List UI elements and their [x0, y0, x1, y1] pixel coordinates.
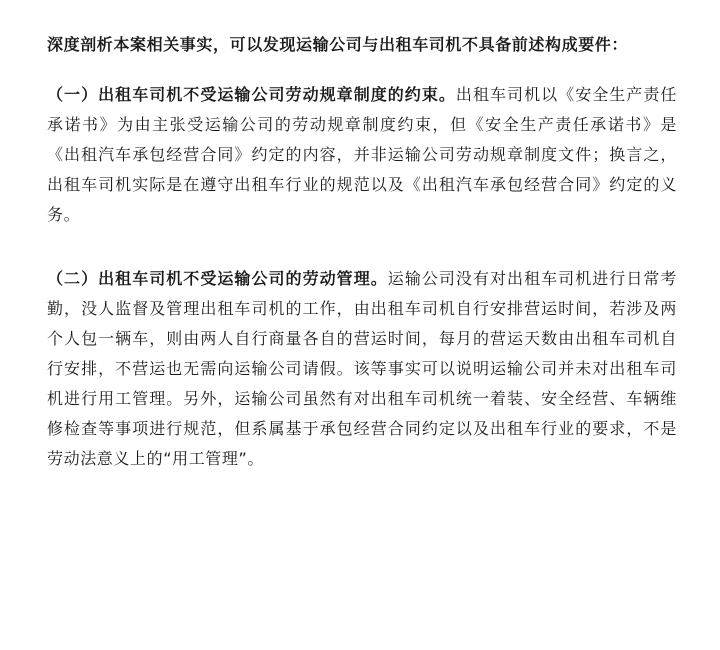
section-two-heading: （二）出租车司机不受运输公司的劳动管理。	[47, 269, 388, 288]
article-body	[47, 30, 677, 508]
intro-paragraph: 深度剖析本案相关事实，可以发现运输公司与出租车司机不具备前述构成要件：	[47, 35, 629, 54]
section-one-body: 出租车司机以《安全生产责任承诺书》为由主张受运输公司的劳动规章制度约束，但《安全生产责任承诺书》是《出租汽车承包经营合同》约定的内容，并非运输公司劳动规章制度文件；换言之，出租车司机实际是在遵守出租车行业的规范以及《出租汽车承包经营合同》约定的义务。	[47, 85, 677, 224]
section-two-paragraph	[47, 264, 677, 474]
section-one-paragraph	[47, 80, 677, 230]
section-two-body: 运输公司没有对出租车司机进行日常考勤，没人监督及管理出租车司机的工作，由出租车司机自行安排营运时间，若涉及两个人包一辆车，则由两人自行商量各自的营运时间，每月的营运天数由出租车司机自行安排，不营运也无需向运输公司请假。该等事实可以说明运输公司并未对出租车司机进行用工管理。另外，运输公司虽然有对出租车司机统一着装、安全经营、车辆维修检查等事项进行规范，但系属基于承包经营合同约定以及出租车行业的要求，不是劳动法意义上的“用工管理”。	[47, 269, 677, 468]
section-one-heading: （一）出租车司机不受运输公司劳动规章制度的约束。	[47, 85, 456, 104]
